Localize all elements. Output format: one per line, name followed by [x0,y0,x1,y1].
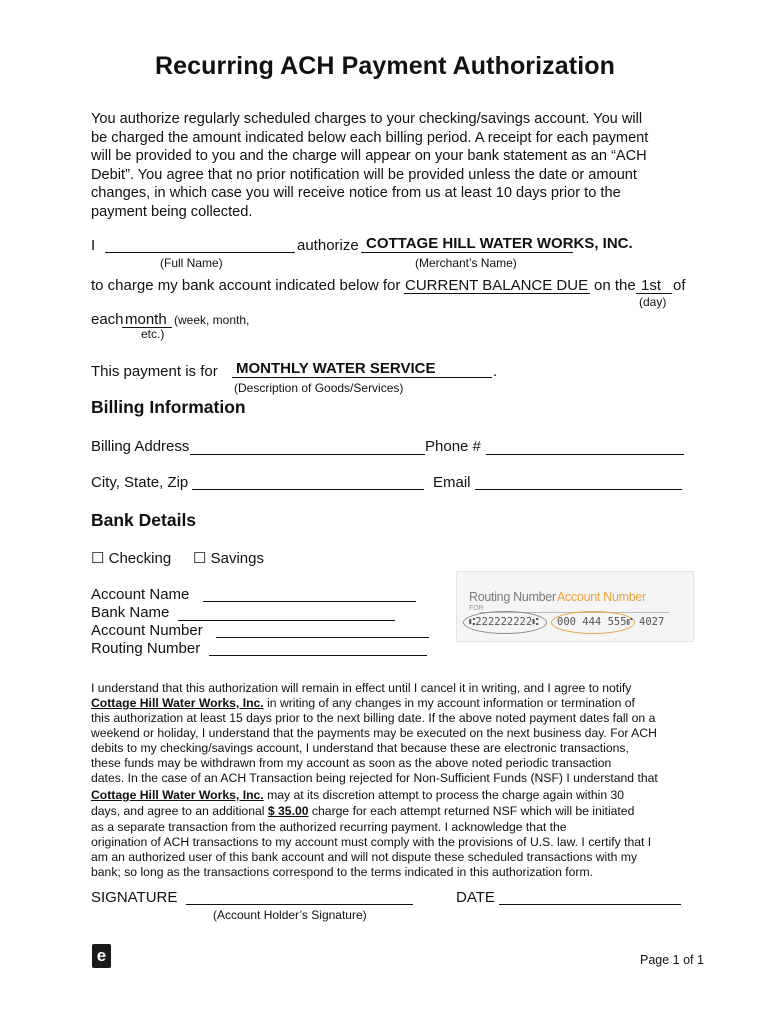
intro-line: Debit”. You agree that no prior notification will be provided unless the date or amount [91,166,637,183]
billing-address-field[interactable] [190,454,425,455]
intro-line: be charged the amount indicated below each billing period. A receipt for each payment [91,129,649,146]
payment-description-underline [232,377,492,378]
check-account-digits: 000 444 555⑈ [557,616,633,628]
period-caption: (week, month, [174,313,250,327]
period-value[interactable]: month [125,311,167,328]
day-underline [636,293,672,294]
day-caption: (day) [639,295,667,309]
check-sample-image [456,571,694,642]
savings-option[interactable] [193,549,264,567]
check-for-label: FOR [469,605,484,612]
check-account-label: Account Number [557,590,646,604]
checkbox-icon[interactable]: ☐ [193,550,207,567]
signature-label: SIGNATURE [91,889,178,906]
terms-line [91,696,635,711]
merchant-name-inline: Cottage Hill Water Works, Inc. [91,788,264,802]
intro-line: You authorize regularly scheduled charges to your checking/savings account. You will [91,111,643,127]
terms-line: bank; so long as the transactions correspond to the terms indicated in this authorization form. [91,865,593,879]
day-value[interactable]: 1st [641,277,662,294]
check-number: 4027 [639,616,665,628]
savings-label: Savings [210,550,264,567]
signature-field[interactable] [186,904,413,905]
authorize-label: authorize [297,237,359,254]
terms-line: debits to my checking/savings account, I understand that because these are electronic transactions, [91,741,629,755]
routing-number-label: Routing Number [91,640,201,657]
payment-description-caption: (Description of Goods/Services) [234,381,404,395]
logo-letter: e [96,946,107,965]
merchant-name-underline [361,252,573,253]
account-name-label: Account Name [91,586,190,603]
terms-line: dates. In the case of an ACH Transaction being rejected for Non-Sufficient Funds (NSF) I understand that [91,771,658,785]
terms-text: days, and agree to an additional [91,804,268,818]
bank-heading: Bank Details [91,510,197,530]
period-caption: etc.) [141,327,165,341]
terms-line: these funds may be withdrawn from my account as soon as the above noted periodic transaction [91,756,612,770]
payment-description-value[interactable]: MONTHLY WATER SERVICE [236,360,436,377]
intro-line: changes, in which case you will receive notice from us at least 10 days prior to the [91,185,621,201]
terms-text: charge for each attempt returned NSF which will be initiated [308,804,635,818]
checking-option[interactable] [91,549,171,567]
signature-caption: (Account Holder’s Signature) [213,908,367,922]
i-label: I [91,237,96,254]
terms-line: as a separate transaction from the authorized recurring payment. I acknowledge that the [91,820,567,834]
terms-line: I understand that this authorization will remain in effect until I cancel it in writing, and I agree to notify [91,681,632,695]
terms-line: weekend or holiday, I understand that the payments may be executed on the next business day. For ACH [91,726,657,740]
payment-period: . [493,363,498,380]
bank-name-label: Bank Name [91,604,170,621]
terms-line: origination of ACH transactions to my account must comply with the provisions of U.S. law. I certify that I [91,835,652,849]
terms-text: in writing of any changes in my account information or termination of [263,696,635,710]
check-routing-digits: ⑆222222222⑆ [469,616,539,628]
page-title: Recurring ACH Payment Authorization [154,52,616,80]
check-routing-label: Routing Number [469,590,556,604]
date-label: DATE [456,889,495,906]
intro-line: payment being collected. [91,203,253,220]
charge-amount-underline [404,293,590,294]
email-field[interactable] [475,489,682,490]
full-name-field[interactable] [105,252,295,253]
billing-address-label: Billing Address [91,438,190,455]
on-the-label: on the [594,277,636,294]
eforms-logo-icon [92,944,111,968]
full-name-caption: (Full Name) [160,256,223,270]
intro-line: will be provided to you and the charge will appear on your bank statement as an “ACH [91,148,647,164]
terms-line [91,788,624,803]
city-state-zip-label: City, State, Zip [91,474,189,491]
page-number: Page 1 of 1 [640,953,704,967]
checking-label: Checking [108,550,172,567]
intro-paragraph [91,110,681,221]
routing-number-field[interactable] [209,655,427,656]
charge-prefix: to charge my bank account indicated below for [91,277,401,294]
account-number-field[interactable] [216,637,429,638]
account-name-field[interactable] [203,601,416,602]
each-label: each [91,311,124,328]
account-number-label: Account Number [91,622,203,639]
date-field[interactable] [499,904,681,905]
merchant-caption: (Merchant’s Name) [415,256,517,270]
merchant-name-inline: Cottage Hill Water Works, Inc. [91,696,264,710]
bank-name-field[interactable] [178,620,395,621]
terms-text: may at its discretion attempt to process the charge again within 30 [263,788,625,802]
phone-field[interactable] [486,454,684,455]
of-label: of [673,277,686,294]
email-label: Email [433,474,471,491]
terms-line [91,804,634,819]
charge-amount-value[interactable]: CURRENT BALANCE DUE [405,277,589,294]
nsf-fee-value: $ 35.00 [267,804,309,818]
terms-line: am an authorized user of this bank account and will not dispute these scheduled transactions with my [91,850,638,864]
terms-line: this authorization at least 15 days prior to the next billing date. If the above noted payment dates fall on a [91,711,656,725]
merchant-name-value: COTTAGE HILL WATER WORKS, INC. [366,235,633,252]
city-state-zip-field[interactable] [192,489,424,490]
checkbox-icon[interactable]: ☐ [91,550,105,567]
phone-label: Phone # [425,438,481,455]
payment-for-label: This payment is for [91,363,218,380]
billing-heading: Billing Information [91,397,246,417]
